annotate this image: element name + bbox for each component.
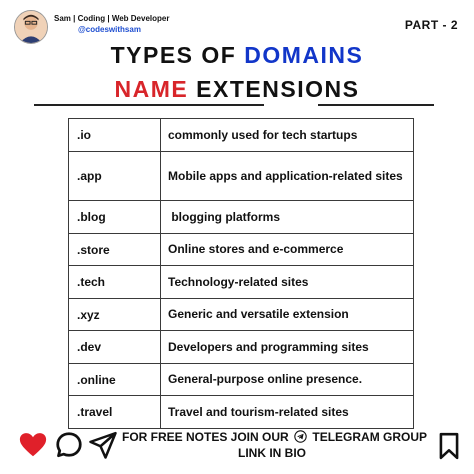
telegram-icon [294,430,307,443]
extension-cell: .xyz [69,299,161,330]
description-cell: Generic and versatile extension [168,307,349,322]
table-row [69,152,413,201]
table-row [69,396,413,428]
extensions-table [68,118,414,429]
table-row [69,331,413,364]
send-icon[interactable] [88,430,118,460]
extension-cell: .tech [69,266,161,298]
title-word-domains: DOMAINS [244,42,364,68]
title-line-2 [0,78,474,101]
avatar[interactable] [14,10,48,44]
extension-cell: .store [69,234,161,265]
extension-cell: .online [69,364,161,395]
description-cell: Technology-related sites [168,274,309,289]
description-cell: Mobile apps and application-related sites [168,168,403,183]
description-cell: commonly used for tech startups [168,127,358,142]
extension-cell: .dev [69,331,161,363]
description-cell: blogging platforms [168,209,280,224]
part-label: PART - 2 [404,18,458,32]
description-cell: Travel and tourism-related sites [168,404,349,419]
description-cell: Developers and programming sites [168,339,369,354]
table-row [69,234,413,266]
table-row [69,201,413,234]
description-cell: Online stores and e-commerce [168,242,344,257]
extension-cell: .app [69,152,161,200]
table-row [69,299,413,331]
title-underline-left [34,104,264,106]
title-word-name: NAME [114,76,189,102]
table-row [69,119,413,152]
author-name: Sam | Coding | Web Developer [54,14,170,23]
title-line-1 [0,44,474,67]
action-icons [18,430,118,460]
post-header [8,6,466,44]
title-underline-right [318,104,434,106]
table-row [69,364,413,396]
promo-line-1 [122,430,428,444]
comment-icon[interactable] [54,430,84,460]
extension-cell: .travel [69,396,161,428]
promo-text-b: TELEGRAM GROUP [312,430,428,444]
title-word-types-of: TYPES OF [110,42,237,68]
table-row [69,266,413,299]
promo-line-2: LINK IN BIO [238,446,306,460]
bookmark-icon[interactable] [438,432,460,460]
heart-icon[interactable] [18,430,48,460]
title-word-extensions: EXTENSIONS [196,76,360,102]
promo-text-a: FOR FREE NOTES JOIN OUR [122,430,289,444]
avatar-image [15,11,47,43]
description-cell: General-purpose online presence. [168,372,363,387]
author-handle[interactable]: @codeswithsam [78,25,141,34]
extension-cell: .io [69,119,161,151]
extension-cell: .blog [69,201,161,233]
